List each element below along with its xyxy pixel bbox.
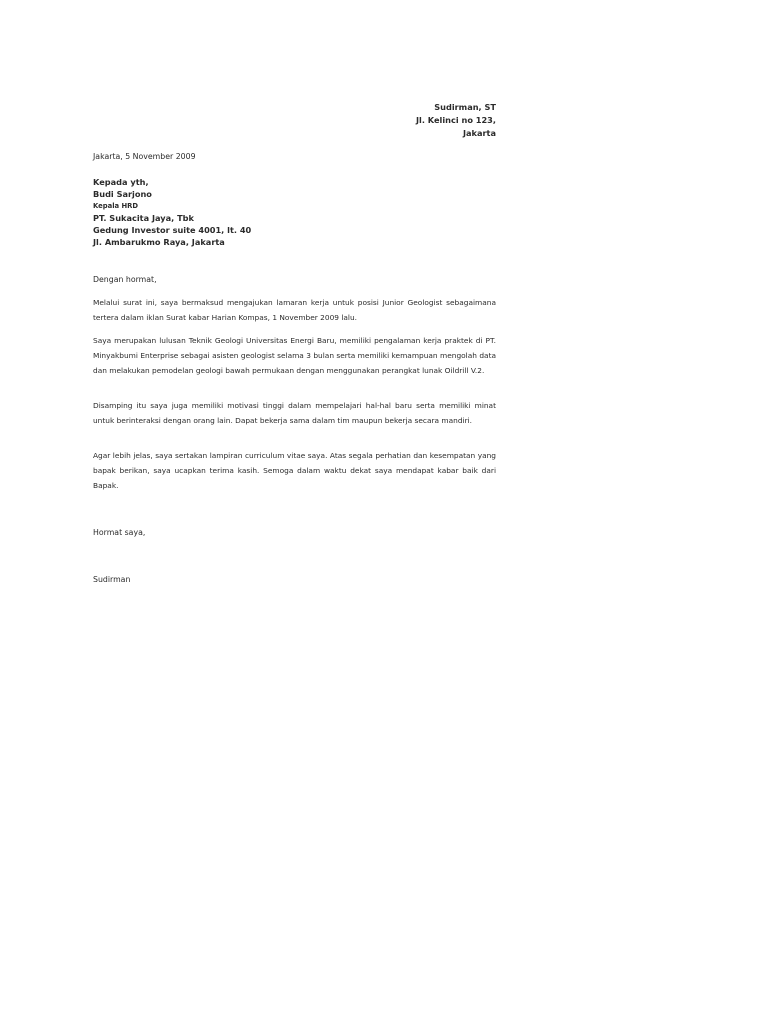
recipient-position: Kepala HRD bbox=[93, 202, 139, 210]
letter-date: Jakarta, 5 November 2009 bbox=[93, 152, 196, 161]
sender-block bbox=[300, 101, 496, 140]
recipient-name: Budi Sarjono bbox=[93, 189, 152, 199]
body-paragraph-3: Disamping itu saya juga memiliki motivasi tinggi dalam mempelajari hal-hal baru serta memiliki minat untuk berinteraksi dengan orang lain. Dapat bekerja sama dalam tim maupun bekerja secara mandiri. bbox=[93, 401, 496, 425]
recipient-building: Gedung Investor suite 4001, lt. 40 bbox=[93, 225, 252, 235]
recipient-street: Jl. Ambarukmo Raya, Jakarta bbox=[93, 237, 225, 247]
closing: Hormat saya, bbox=[93, 528, 146, 537]
body-paragraph-2: Saya merupakan lulusan Teknik Geologi Universitas Energi Baru, memiliki pengalaman kerja praktek di PT. Minyakbumi Enterprise sebagai asisten geologist selama 3 bulan serta memiliki kemampuan mengolah data dan melakukan pemodelan geologi bawah permukaan dengan menggunakan perangkat lunak Oildrill V.2. bbox=[93, 336, 496, 375]
greeting: Dengan hormat, bbox=[93, 275, 157, 284]
recipient-salutation: Kepada yth, bbox=[93, 177, 149, 187]
signature-name: Sudirman bbox=[93, 575, 131, 584]
body-paragraph-1: Melalui surat ini, saya bermaksud mengajukan lamaran kerja untuk posisi Junior Geologist sebagaimana tertera dalam iklan Surat kabar Harian Kompas, 1 November 2009 lalu. bbox=[93, 298, 496, 322]
sender-address: Jl. Kelinci no 123, bbox=[415, 115, 496, 125]
recipient-company: PT. Sukacita Jaya, Tbk bbox=[93, 213, 194, 223]
sender-city: Jakarta bbox=[462, 128, 496, 138]
recipient-block bbox=[93, 176, 251, 248]
body-paragraph-4: Agar lebih jelas, saya sertakan lampiran curriculum vitae saya. Atas segala perhatian dan kesempatan yang bapak berikan, saya ucapkan terima kasih. Semoga dalam waktu dekat saya mendapat kabar baik dari Bapak. bbox=[93, 451, 496, 490]
sender-name: Sudirman, ST bbox=[434, 102, 496, 112]
